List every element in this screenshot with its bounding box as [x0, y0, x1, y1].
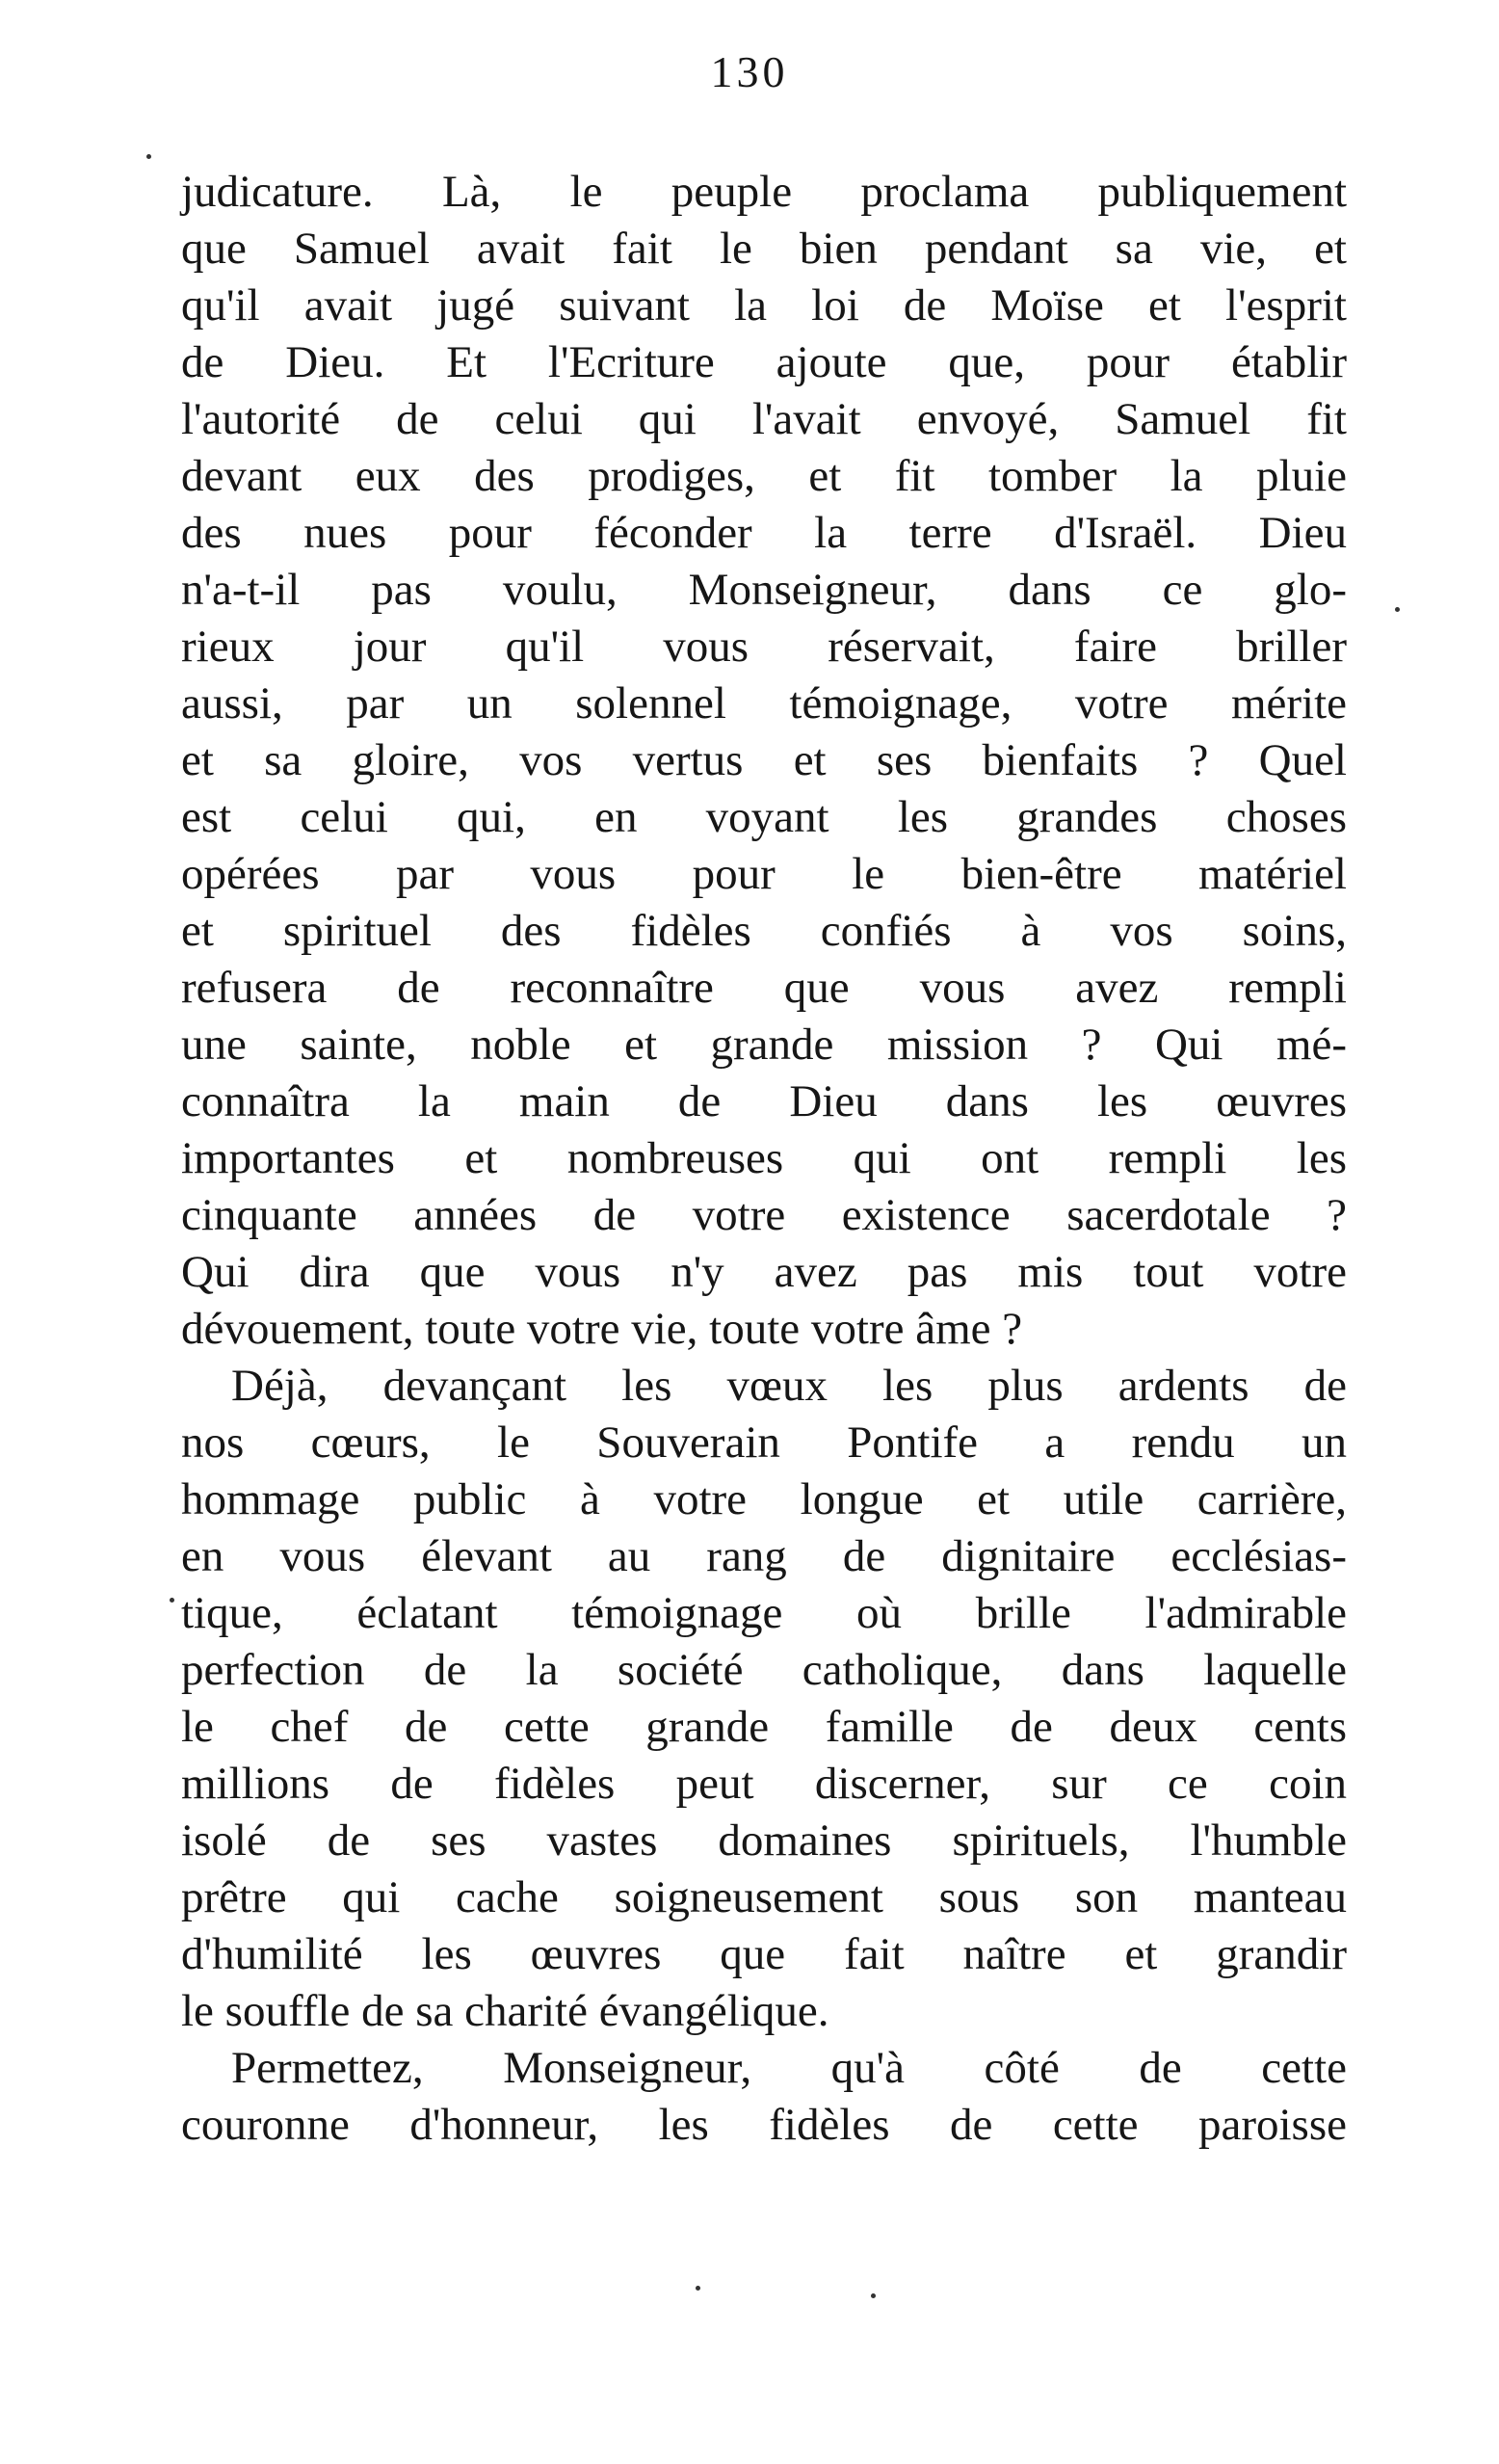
- text-line: connaîtra la main de Dieu dans les œuvres: [181, 1076, 1347, 1126]
- paragraph-first-line: Permettez, Monseigneur, qu'à côté de cette: [231, 2043, 1347, 2093]
- body-text: [181, 164, 1347, 2154]
- page-number: 130: [710, 47, 789, 96]
- text-line: cinquante années de votre existence sacerdotale ?: [181, 1190, 1347, 1240]
- paragraph-first-line: Déjà, devançant les vœux les plus ardents de: [231, 1361, 1347, 1411]
- scan-speck: [1395, 607, 1400, 612]
- text-line: prêtre qui cache soigneusement sous son manteau: [181, 1872, 1347, 1922]
- text-line: des nues pour féconder la terre d'Israël. Dieu: [181, 508, 1347, 558]
- text-line: couronne d'honneur, les fidèles de cette paroisse: [181, 2100, 1347, 2150]
- text-line: en vous élevant au rang de dignitaire ecclésias-: [181, 1531, 1347, 1581]
- text-line: judicature. Là, le peuple proclama publiquement: [181, 167, 1347, 217]
- text-line: isolé de ses vastes domaines spirituels, l'humble: [181, 1815, 1347, 1866]
- text-line: Qui dira que vous n'y avez pas mis tout votre: [181, 1247, 1347, 1297]
- text-line: une sainte, noble et grande mission ? Qui mé-: [181, 1020, 1347, 1070]
- text-line: de Dieu. Et l'Ecriture ajoute que, pour établir: [181, 337, 1347, 387]
- text-line: et sa gloire, vos vertus et ses bienfaits ? Quel: [181, 735, 1347, 785]
- scan-speck: [146, 154, 151, 159]
- scan-speck: [696, 2286, 700, 2291]
- text-line: que Samuel avait fait le bien pendant sa vie, et: [181, 224, 1347, 274]
- text-line: tique, éclatant témoignage où brille l'admirable: [181, 1588, 1347, 1638]
- text-line: perfection de la société catholique, dans laquelle: [181, 1645, 1347, 1695]
- text-line: dévouement, toute votre vie, toute votre âme ?: [181, 1304, 1023, 1354]
- text-line: importantes et nombreuses qui ont rempli les: [181, 1133, 1347, 1183]
- text-line: nos cœurs, le Souverain Pontife a rendu un: [181, 1417, 1347, 1468]
- scan-speck: [871, 2293, 876, 2298]
- text-line: le souffle de sa charité évangélique.: [181, 1986, 829, 2036]
- text-line: l'autorité de celui qui l'avait envoyé, Samuel fit: [181, 394, 1347, 444]
- text-line: d'humilité les œuvres que fait naître et grandir: [181, 1929, 1347, 1979]
- text-line: opérées par vous pour le bien-être matériel: [181, 849, 1347, 899]
- text-line: millions de fidèles peut discerner, sur ce coin: [181, 1759, 1347, 1809]
- text-line: rieux jour qu'il vous réservait, faire briller: [181, 622, 1347, 672]
- text-line: est celui qui, en voyant les grandes choses: [181, 792, 1347, 842]
- text-line: n'a-t-il pas voulu, Monseigneur, dans ce glo-: [181, 565, 1347, 615]
- text-line: devant eux des prodiges, et fit tomber la pluie: [181, 451, 1347, 501]
- text-line: le chef de cette grande famille de deux cents: [181, 1702, 1347, 1752]
- scan-speck: [170, 1598, 174, 1603]
- text-line: qu'il avait jugé suivant la loi de Moïse et l'esprit: [181, 280, 1347, 331]
- text-line: et spirituel des fidèles confiés à vos soins,: [181, 906, 1347, 956]
- text-line: hommage public à votre longue et utile carrière,: [181, 1474, 1347, 1524]
- text-line: refusera de reconnaître que vous avez rempli: [181, 963, 1347, 1013]
- text-line: aussi, par un solennel témoignage, votre mérite: [181, 678, 1347, 729]
